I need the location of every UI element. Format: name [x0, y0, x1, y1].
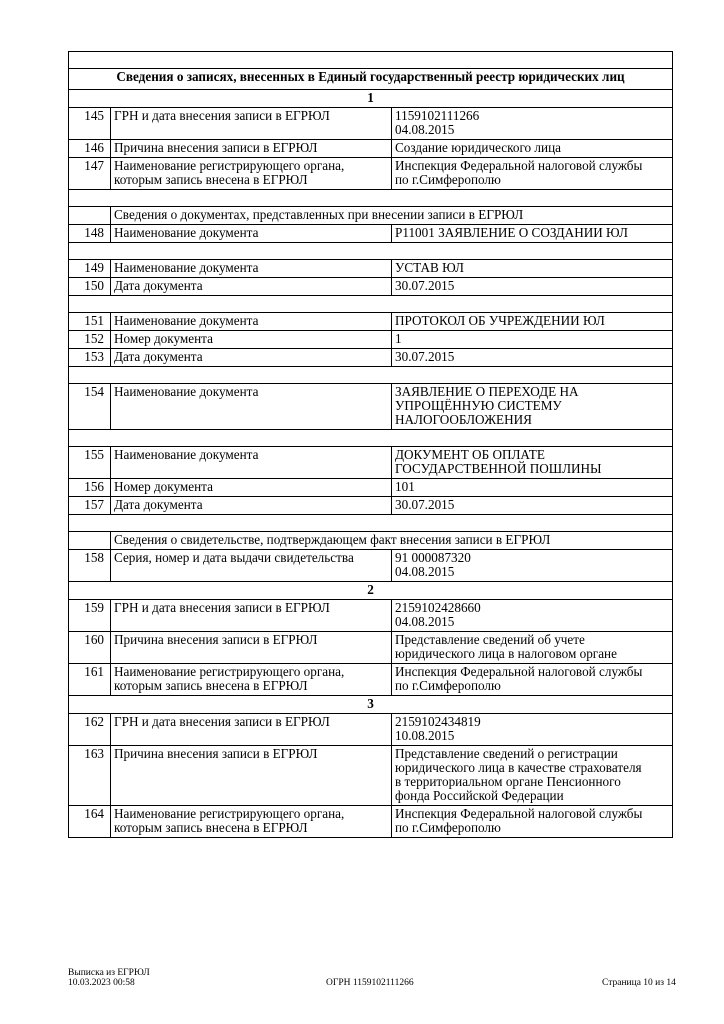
record-number: 3 — [69, 696, 673, 714]
row-value — [392, 384, 673, 430]
row-number: 158 — [69, 550, 111, 582]
cell-line: Создание юридического лица — [395, 140, 561, 155]
cell-line: Инспекция Федеральной налоговой службы — [395, 806, 643, 821]
footer-ogrn: ОГРН 1159102111266 — [326, 978, 414, 988]
footer-doc-name: Выписка из ЕГРЮЛ — [68, 968, 150, 978]
cell-line: 30.07.2015 — [395, 349, 455, 364]
cell-line: 91 000087320 — [395, 550, 471, 565]
cell-line: Р11001 ЗАЯВЛЕНИЕ О СОЗДАНИИ ЮЛ — [395, 225, 628, 240]
record-header-row — [69, 90, 673, 108]
row-number: 156 — [69, 479, 111, 497]
row-value — [392, 313, 673, 331]
row-label: Серия, номер и дата выдачи свидетельства — [111, 550, 392, 582]
table-row — [69, 140, 673, 158]
row-number: 157 — [69, 497, 111, 515]
row-number: 151 — [69, 313, 111, 331]
empty-separator-row — [69, 296, 673, 313]
row-label: ГРН и дата внесения записи в ЕГРЮЛ — [111, 600, 392, 632]
cell-line: 04.08.2015 — [395, 614, 455, 629]
cell-line: УПРОЩЁННУЮ СИСТЕМУ — [395, 398, 562, 413]
cell-line: юридического лица в качестве страхователя — [395, 760, 642, 775]
cell-line: Наименование регистрирующего органа, — [114, 158, 345, 173]
table-row — [69, 384, 673, 430]
row-number: 164 — [69, 806, 111, 838]
row-label: ГРН и дата внесения записи в ЕГРЮЛ — [111, 108, 392, 140]
row-label: Номер документа — [111, 331, 392, 349]
table-row — [69, 600, 673, 632]
table-row — [69, 349, 673, 367]
footer-datetime: 10.03.2023 00:58 — [68, 978, 135, 988]
table-row — [69, 632, 673, 664]
cell-line: Представление сведений о регистрации — [395, 746, 618, 761]
cell-line: 2159102428660 — [395, 600, 481, 615]
row-number: 148 — [69, 225, 111, 243]
cell-line: 04.08.2015 — [395, 122, 455, 137]
row-label — [111, 806, 392, 838]
row-value — [392, 714, 673, 746]
row-number: 146 — [69, 140, 111, 158]
table-row — [69, 108, 673, 140]
row-number: 160 — [69, 632, 111, 664]
subheader-row — [69, 207, 673, 225]
subheader-text: Сведения о свидетельстве, подтверждающем факт внесения записи в ЕГРЮЛ — [111, 532, 673, 550]
cell-line: по г.Симферополю — [395, 820, 501, 835]
record-number: 1 — [69, 90, 673, 108]
row-value — [392, 746, 673, 806]
section-title-row — [69, 69, 673, 90]
cell-line: по г.Симферополю — [395, 678, 501, 693]
row-value — [392, 108, 673, 140]
cell-line: по г.Симферополю — [395, 172, 501, 187]
row-number: 159 — [69, 600, 111, 632]
egrul-records-table — [68, 51, 673, 838]
row-label: Наименование документа — [111, 384, 392, 430]
row-label: Причина внесения записи в ЕГРЮЛ — [111, 632, 392, 664]
row-value — [392, 550, 673, 582]
cell-line: 30.07.2015 — [395, 278, 455, 293]
table-row — [69, 714, 673, 746]
row-value — [392, 447, 673, 479]
cell-line: Наименование регистрирующего органа, — [114, 806, 345, 821]
row-value — [392, 225, 673, 243]
row-label: Дата документа — [111, 497, 392, 515]
row-number: 154 — [69, 384, 111, 430]
row-number: 155 — [69, 447, 111, 479]
cell-line: Наименование регистрирующего органа, — [114, 664, 345, 679]
section-title: Сведения о записях, внесенных в Единый государственный реестр юридических лиц — [69, 69, 673, 90]
table-row — [69, 664, 673, 696]
subheader-num-cell — [69, 532, 111, 550]
row-label: Наименование документа — [111, 260, 392, 278]
row-number: 153 — [69, 349, 111, 367]
cell-line: Инспекция Федеральной налоговой службы — [395, 664, 643, 679]
row-value — [392, 349, 673, 367]
table-row — [69, 331, 673, 349]
empty-separator-row — [69, 430, 673, 447]
row-label — [111, 158, 392, 190]
row-value — [392, 278, 673, 296]
record-header-row — [69, 582, 673, 600]
table-row — [69, 550, 673, 582]
cell-line: УСТАВ ЮЛ — [395, 260, 464, 275]
empty-separator-row — [69, 243, 673, 260]
table-row — [69, 278, 673, 296]
row-value — [392, 600, 673, 632]
empty-separator-row — [69, 190, 673, 207]
cell-line: 1159102111266 — [395, 108, 480, 123]
row-number: 150 — [69, 278, 111, 296]
record-header-row — [69, 696, 673, 714]
row-number: 161 — [69, 664, 111, 696]
row-label: Наименование документа — [111, 447, 392, 479]
row-value — [392, 260, 673, 278]
row-number: 152 — [69, 331, 111, 349]
table-row — [69, 313, 673, 331]
cell-line: 04.08.2015 — [395, 564, 455, 579]
table-row — [69, 806, 673, 838]
cell-line: 2159102434819 — [395, 714, 481, 729]
subheader-text: Сведения о документах, представленных при внесении записи в ЕГРЮЛ — [111, 207, 673, 225]
cell-line: ДОКУМЕНТ ОБ ОПЛАТЕ — [395, 447, 545, 462]
table-row — [69, 479, 673, 497]
row-label — [111, 664, 392, 696]
top-empty-row — [69, 52, 673, 69]
row-number: 149 — [69, 260, 111, 278]
row-value — [392, 158, 673, 190]
row-label: Дата документа — [111, 349, 392, 367]
subheader-row — [69, 532, 673, 550]
cell-line: ЗАЯВЛЕНИЕ О ПЕРЕХОДЕ НА — [395, 384, 579, 399]
table-row — [69, 746, 673, 806]
row-label: Наименование документа — [111, 313, 392, 331]
row-label: Дата документа — [111, 278, 392, 296]
row-label: Номер документа — [111, 479, 392, 497]
row-number: 147 — [69, 158, 111, 190]
cell-line: фонда Российской Федерации — [395, 788, 564, 803]
table-row — [69, 260, 673, 278]
row-value — [392, 806, 673, 838]
cell-line: НАЛОГООБЛОЖЕНИЯ — [395, 412, 532, 427]
table-row — [69, 225, 673, 243]
cell-line: 10.08.2015 — [395, 728, 455, 743]
footer-left — [68, 968, 150, 988]
row-number: 162 — [69, 714, 111, 746]
empty-separator-row — [69, 367, 673, 384]
cell-line: 101 — [395, 479, 415, 494]
row-value — [392, 479, 673, 497]
cell-line: которым запись внесена в ЕГРЮЛ — [114, 820, 308, 835]
cell-line: 1 — [395, 331, 402, 346]
row-value — [392, 632, 673, 664]
row-value — [392, 497, 673, 515]
cell-line: ПРОТОКОЛ ОБ УЧРЕЖДЕНИИ ЮЛ — [395, 313, 605, 328]
record-number: 2 — [69, 582, 673, 600]
row-number: 163 — [69, 746, 111, 806]
cell-line: в территориальном органе Пенсионного — [395, 774, 621, 789]
row-number: 145 — [69, 108, 111, 140]
row-value — [392, 664, 673, 696]
cell-line: юридического лица в налоговом органе — [395, 646, 617, 661]
table-row — [69, 497, 673, 515]
row-label: Наименование документа — [111, 225, 392, 243]
table-row — [69, 158, 673, 190]
subheader-num-cell — [69, 207, 111, 225]
row-label: Причина внесения записи в ЕГРЮЛ — [111, 746, 392, 806]
cell-line: Представление сведений об учете — [395, 632, 585, 647]
footer-page-number: Страница 10 из 14 — [602, 978, 676, 988]
cell-line: ГОСУДАРСТВЕННОЙ ПОШЛИНЫ — [395, 461, 602, 476]
table-row — [69, 447, 673, 479]
row-value — [392, 140, 673, 158]
cell-line: которым запись внесена в ЕГРЮЛ — [114, 678, 308, 693]
row-label: Причина внесения записи в ЕГРЮЛ — [111, 140, 392, 158]
cell-line: Инспекция Федеральной налоговой службы — [395, 158, 643, 173]
row-value — [392, 331, 673, 349]
cell-line: 30.07.2015 — [395, 497, 455, 512]
empty-separator-row — [69, 515, 673, 532]
cell-line: которым запись внесена в ЕГРЮЛ — [114, 172, 308, 187]
row-label: ГРН и дата внесения записи в ЕГРЮЛ — [111, 714, 392, 746]
